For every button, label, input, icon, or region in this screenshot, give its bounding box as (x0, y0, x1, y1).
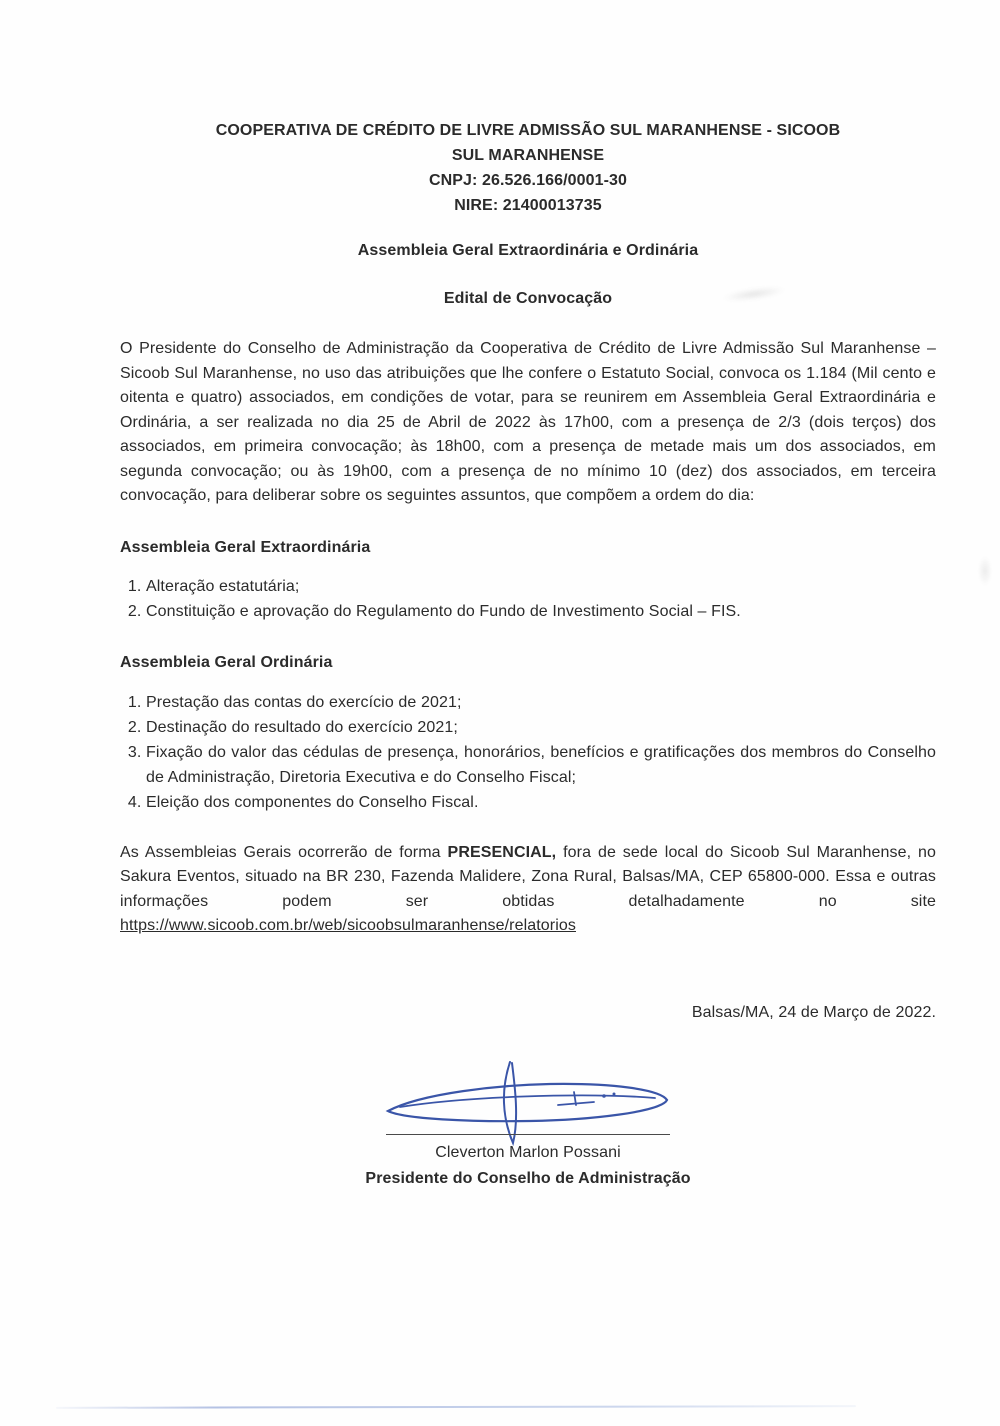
document-header (120, 118, 936, 218)
closing-text-part1: As Assembleias Gerais ocorrerão de forma (120, 843, 448, 861)
cnpj-line: CNPJ: 26.526.166/0001-30 (428, 172, 628, 189)
cooperative-title-line1: COOPERATIVA DE CRÉDITO DE LIVRE ADMISSÃO SUL MARANHENSE - SICOOB (215, 122, 841, 139)
cooperative-title-line2: SUL MARANHENSE (451, 147, 605, 164)
nire-line: NIRE: 21400013735 (454, 197, 602, 214)
agenda-item: 1. Prestação das contas do exercício de 2021; (146, 690, 936, 715)
document-title: Edital de Convocação (443, 289, 613, 307)
section-heading-ordinaria: Assembleia Geral Ordinária (120, 654, 333, 671)
agenda-item: 1. Alteração estatutária; (146, 574, 936, 599)
presencial-emphasis: PRESENCIAL, (447, 843, 557, 861)
signature-block (120, 1059, 936, 1191)
closing-text-part2: fora de sede local do Sicoob Sul Maranhense, no Sakura Eventos, situado na BR 230, Fazenda Malidere, Zona Rural, Balsas/MA, CEP 65800-000. Essa e outras informações podem ser obtidas detalhadamente no site (120, 843, 936, 910)
assembly-subtitle: Assembleia Geral Extraordinária e Ordinária (357, 242, 699, 259)
agenda-list-ordinaria (120, 690, 936, 815)
agenda-list-extraordinaria (120, 574, 936, 624)
signer-name: Cleverton Marlon Possani (435, 1144, 621, 1161)
scan-smudge-artifact (978, 556, 992, 586)
signer-title: Presidente do Conselho de Administração (365, 1169, 691, 1187)
scan-line-artifact (56, 1405, 856, 1409)
signature-rule-line (386, 1134, 670, 1135)
document-content (120, 118, 936, 1191)
agenda-item: 4. Eleição dos componentes do Conselho Fiscal. (146, 790, 936, 815)
relatorios-url-link[interactable]: https://www.sicoob.com.br/web/sicoobsulmaranhense/relatorios (120, 917, 576, 934)
handwritten-signature-image (378, 1059, 678, 1147)
agenda-item: 2. Constituição e aprovação do Regulamento do Fundo de Investimento Social – FIS. (146, 599, 936, 624)
date-place-line: Balsas/MA, 24 de Março de 2022. (691, 1003, 936, 1021)
closing-paragraph (120, 841, 936, 939)
agenda-item: 2. Destinação do resultado do exercício 2021; (146, 715, 936, 740)
agenda-item: 3. Fixação do valor das cédulas de presença, honorários, benefícios e gratificações dos membros do Conselho de Administração, Diretoria Executiva e do Conselho Fiscal; (146, 740, 936, 790)
intro-paragraph: O Presidente do Conselho de Administração da Cooperativa de Crédito de Livre Admissão Sul Maranhense – Sicoob Sul Maranhense, no uso das atribuições que lhe confere o Estatuto Social, convoca os 1.184 (Mil cento e oitenta e quatro) associados, em condições de votar, para se reunirem em Assembleia Geral Extraordinária e Ordinária, a ser realizada no dia 25 de Abril de 2022 às 17h00, com a presença de 2/3 (dois terços) dos associados, em primeira convocação; às 18h00, com a presença de metade mais um dos associados, em segunda convocação; ou às 19h00, com a presença de no mínimo 10 (dez) dos associados, em terceira convocação, para deliberar sobre os seguintes assuntos, que compõem a ordem do dia: (120, 340, 936, 504)
section-heading-extraordinaria: Assembleia Geral Extraordinária (120, 538, 371, 556)
